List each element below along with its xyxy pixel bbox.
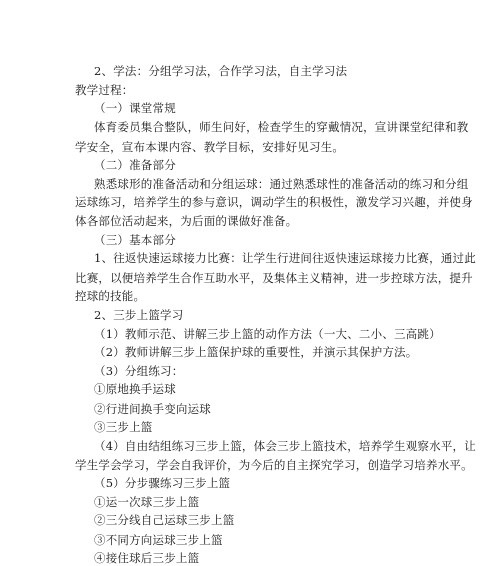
list-item: （4）自由结组练习三步上篮，体会三步上篮技术，培养学生观察水平，让 <box>94 438 476 453</box>
teaching-method-line: 2、学法：分组学习法，合作学习法，自主学习法 <box>94 64 348 78</box>
paragraph-line: 1、往返快速运球接力比赛：让学生行进间往返快速运球接力比赛，通过此 <box>94 251 476 266</box>
list-item: ②三分线自己运球三步上篮 <box>94 513 235 528</box>
list-item: ③三步上篮 <box>94 419 153 434</box>
paragraph-line: 运球练习，培养学生的参与意识，调动学生的积极性，激发学习兴趣，并使身 <box>75 195 473 209</box>
list-item: ④接住球后三步上篮 <box>94 550 200 565</box>
list-item: （3）分组练习： <box>94 364 184 379</box>
list-item: （1）教师示范、讲解三步上篮的动作方法（一大、二小、三高跳） <box>94 326 441 341</box>
list-item: ①原地换手运球 <box>94 382 176 397</box>
paragraph-line: 控球的技能。 <box>75 288 146 303</box>
paragraph-line: 体育委员集合整队，师生问好，检查学生的穿戴情况，宣讲课堂纪律和教 <box>94 120 469 135</box>
list-item: ②行进间换手变向运球 <box>94 401 211 416</box>
list-item: （2）教师讲解三步上篮保护球的重要性，并演示其保护方法。 <box>94 345 418 360</box>
list-item: （5）分步骤练习三步上篮 <box>94 476 231 490</box>
paragraph-line: 学生学会学习，学会自我评价，为今后的自主探究学习，创造学习培养水平。 <box>75 457 473 472</box>
section-heading-preparation: （二）准备部分 <box>94 157 176 172</box>
paragraph-line: 比赛，以便培养学生合作互助水平，及集体主义精神，进一步控球方法，提升 <box>75 270 473 285</box>
section-heading-classroom-routine: （一）课堂常规 <box>94 101 176 116</box>
list-item: ③不同方向运球三步上篮 <box>94 532 223 547</box>
section-heading-basic: （三）基本部分 <box>94 233 176 248</box>
subsection-heading-layup: 2、三步上篮学习 <box>94 307 184 322</box>
paragraph-line: 学安全，宣布本课内容、教学目标，安排好见习生。 <box>75 139 345 154</box>
paragraph-line: 体各部位活动起来，为后面的课做好准备。 <box>75 214 298 229</box>
list-item: ①运一次球三步上篮 <box>94 495 200 510</box>
teaching-process-heading: 教学过程： <box>75 83 134 98</box>
paragraph-line: 熟悉球形的准备活动和分组运球：通过熟悉球性的准备活动的练习和分组 <box>94 176 469 191</box>
